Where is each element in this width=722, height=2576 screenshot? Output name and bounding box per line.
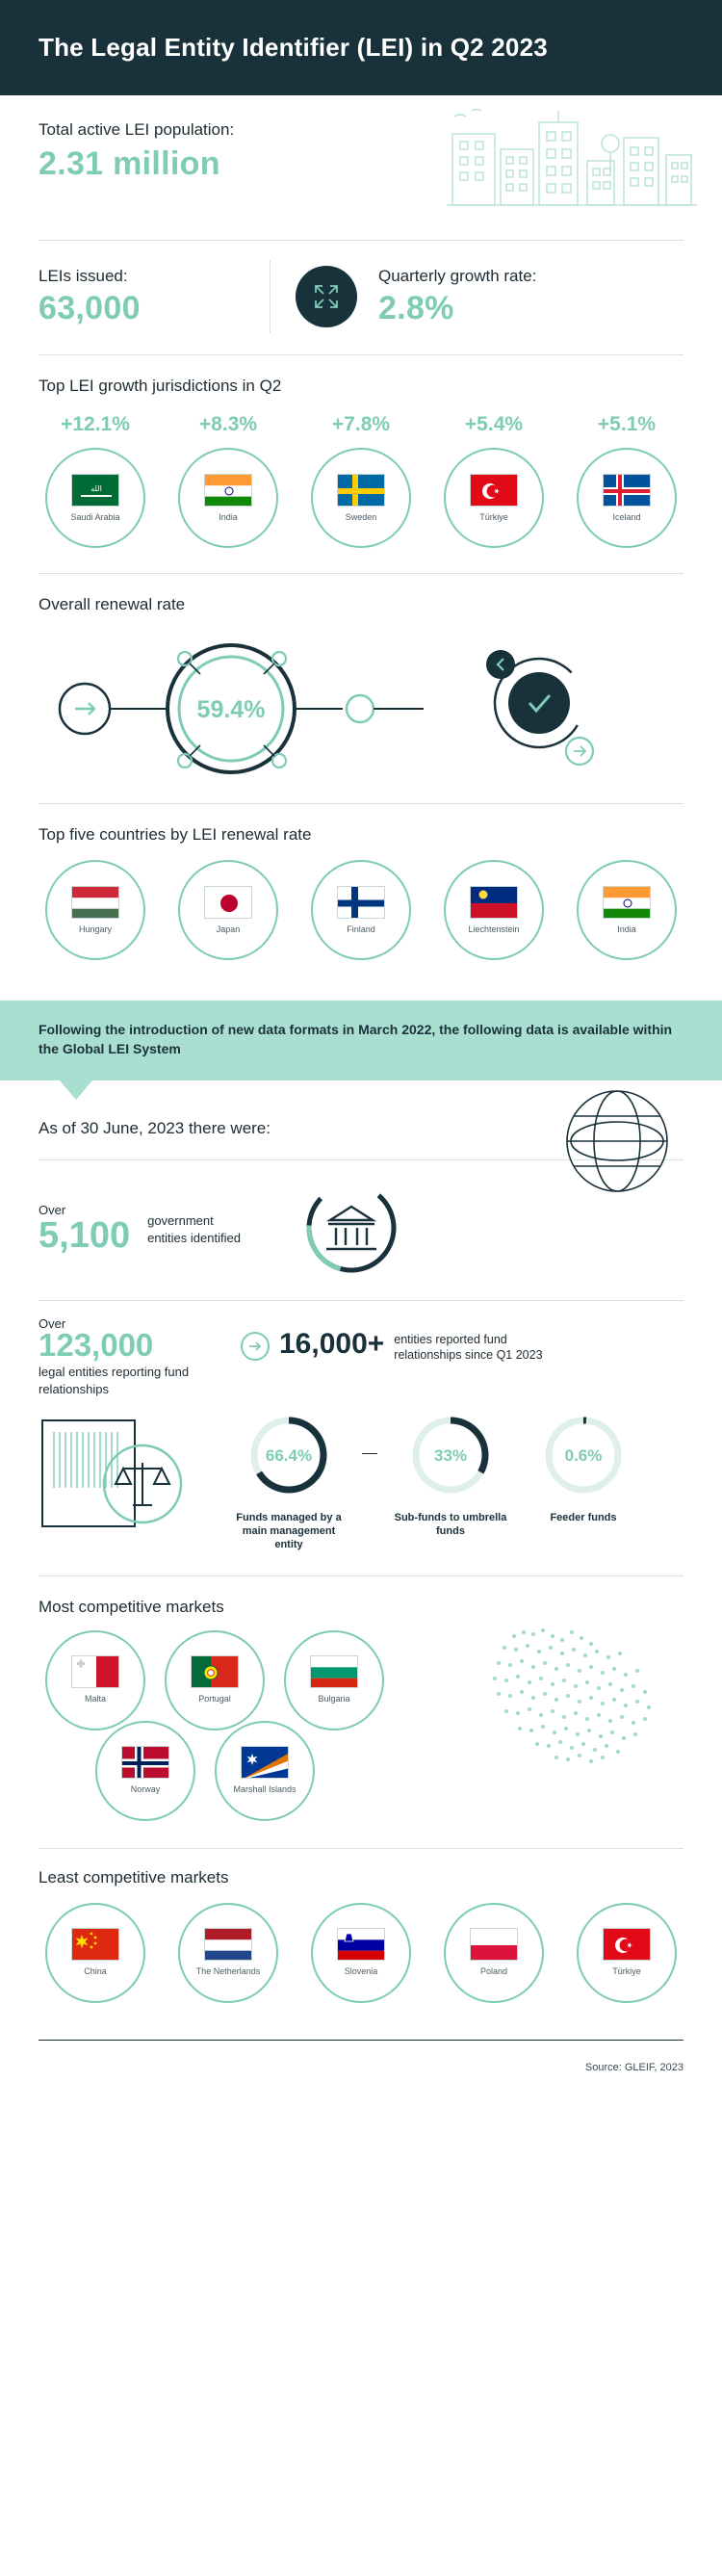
country-name: Norway — [130, 1784, 161, 1795]
fund-reported-value: 16,000+ — [279, 1327, 385, 1360]
total-population-value: 2.31 million — [39, 145, 220, 182]
country-name: Japan — [216, 924, 241, 934]
source-divider — [39, 2040, 683, 2041]
leis-issued-section — [0, 241, 722, 354]
government-entities-value: 5,100 — [39, 1215, 131, 1257]
country-name: India — [219, 511, 238, 522]
growth-jurisdictions-section — [0, 355, 722, 573]
list-item — [208, 1721, 322, 1821]
renewal-title: Overall renewal rate — [39, 595, 186, 613]
list-item — [171, 860, 285, 960]
list-item — [89, 1721, 202, 1821]
renewal-rate-section — [0, 574, 722, 803]
page-title: The Legal Entity Identifier (LEI) in Q2 2023 — [39, 33, 548, 62]
top-five-list — [39, 860, 683, 960]
list-item — [570, 1903, 683, 2003]
flag-norway — [121, 1746, 169, 1779]
asof-title: As of 30 June, 2023 there were: — [39, 1118, 271, 1137]
growth-section-title: Top LEI growth jurisdictions in Q2 — [39, 377, 282, 395]
over-label: Over — [39, 1203, 66, 1218]
globe-icon — [554, 1084, 680, 1203]
renewal-illustration — [39, 620, 683, 794]
list-item — [39, 1903, 152, 2003]
flag-marshall-islands — [241, 1746, 289, 1779]
least-competitive-section — [0, 1849, 722, 2013]
list-item — [570, 860, 683, 960]
country-badge — [95, 1721, 195, 1821]
list-item — [304, 860, 418, 960]
country-name: Bulgaria — [318, 1694, 350, 1704]
bank-building-icon — [297, 1178, 405, 1283]
country-badge — [311, 1903, 411, 2003]
fund-relationships-section — [0, 1301, 722, 1562]
flag-saudi-arabia — [71, 474, 119, 507]
donut-item — [229, 1411, 348, 1551]
list-item — [158, 1630, 271, 1730]
donut-caption: Funds managed by a main management entity — [236, 1512, 342, 1550]
country-name: Sweden — [345, 511, 377, 522]
flag-portugal — [191, 1655, 239, 1688]
country-name: Finland — [347, 924, 375, 934]
flag-china — [71, 1928, 119, 1961]
donut-item — [391, 1411, 510, 1539]
country-name: Liechtenstein — [468, 924, 520, 934]
country-badge — [178, 448, 278, 548]
svg-text:33%: 33% — [433, 1446, 468, 1466]
donut-item — [524, 1411, 643, 1525]
donut-connector — [362, 1411, 377, 1454]
flag-finland — [337, 886, 385, 919]
flag-slovenia — [337, 1928, 385, 1961]
svg-text:0.6%: 0.6% — [564, 1446, 603, 1466]
country-badge — [178, 860, 278, 960]
top-five-title: Top five countries by LEI renewal rate — [39, 825, 312, 844]
country-name: Slovenia — [344, 1966, 378, 1977]
country-badge — [444, 1903, 544, 2003]
renewal-value-text: 59.4% — [196, 696, 266, 723]
country-name: Türkiye — [479, 511, 508, 522]
country-badge — [45, 860, 145, 960]
country-badge — [311, 448, 411, 548]
country-name: The Netherlands — [195, 1966, 261, 1977]
over-label: Over — [39, 1315, 66, 1331]
country-name: India — [617, 924, 636, 934]
list-item — [437, 1903, 551, 2003]
country-name: Iceland — [612, 511, 641, 522]
country-badge — [311, 860, 411, 960]
donut-caption: Sub-funds to umbrella funds — [394, 1512, 507, 1538]
flag-india — [204, 474, 252, 507]
most-competitive-row-1 — [39, 1630, 683, 1730]
fund-entities-value: 123,000 — [39, 1326, 154, 1363]
svg-text:الله: الله — [90, 483, 102, 493]
country-name: Poland — [479, 1966, 508, 1977]
country-name: Portugal — [198, 1694, 231, 1704]
country-badge — [45, 448, 145, 548]
country-badge — [577, 448, 677, 548]
least-competitive-title: Least competitive markets — [39, 1867, 229, 1886]
growth-percent: +7.8% — [331, 413, 391, 435]
total-population-label: Total active LEI population: — [39, 120, 235, 139]
country-name: Saudi Arabia — [70, 511, 120, 522]
list-item — [570, 413, 683, 548]
flag-japan — [204, 886, 252, 919]
vertical-divider — [270, 260, 271, 333]
country-badge — [284, 1630, 384, 1730]
list-item — [304, 1903, 418, 2003]
flag-poland — [470, 1928, 518, 1961]
expand-arrows-icon — [296, 266, 357, 327]
growth-rate-label: Quarterly growth rate: — [378, 266, 537, 285]
flag-malta — [71, 1655, 119, 1688]
leis-issued-label: LEIs issued: — [39, 266, 128, 285]
growth-list — [39, 413, 683, 548]
most-competitive-title: Most competitive markets — [39, 1597, 224, 1616]
growth-percent: +8.3% — [198, 413, 258, 435]
flag-bulgaria — [310, 1655, 358, 1688]
most-competitive-row-2 — [89, 1721, 683, 1821]
country-badge — [215, 1721, 315, 1821]
list-item — [171, 413, 285, 548]
flag-hungary — [71, 886, 119, 919]
country-badge — [45, 1630, 145, 1730]
growth-percent: +5.4% — [464, 413, 524, 435]
list-item — [171, 1903, 285, 2003]
banner-text: Following the introduction of new data formats in March 2022, the following data is available within the Global LEI System — [39, 1022, 673, 1057]
flag-liechtenstein — [470, 886, 518, 919]
asof-section — [0, 1080, 722, 1138]
flag-turkiye — [470, 474, 518, 507]
country-name: Marshall Islands — [233, 1784, 297, 1795]
info-banner — [0, 1001, 722, 1080]
list-item — [39, 860, 152, 960]
growth-percent: +5.1% — [597, 413, 657, 435]
list-item — [39, 413, 152, 548]
government-entities-text: government entities identified — [147, 1212, 241, 1246]
country-badge — [178, 1903, 278, 2003]
flag-sweden — [337, 474, 385, 507]
list-item — [277, 1630, 391, 1730]
list-item — [437, 860, 551, 960]
total-population-section — [0, 95, 722, 240]
flag-india — [603, 886, 651, 919]
country-badge — [444, 860, 544, 960]
arrow-right-icon — [241, 1332, 270, 1361]
country-badge — [45, 1903, 145, 2003]
country-badge — [444, 448, 544, 548]
least-competitive-list — [39, 1903, 683, 2003]
growth-rate-value: 2.8% — [378, 289, 454, 326]
country-badge — [165, 1630, 265, 1730]
country-name: Hungary — [78, 924, 113, 934]
header — [0, 0, 722, 95]
flag-iceland — [603, 474, 651, 507]
country-name: Türkiye — [612, 1966, 641, 1977]
top-five-renewal-section — [0, 804, 722, 985]
growth-percent: +12.1% — [61, 413, 130, 435]
leis-issued-value: 63,000 — [39, 289, 141, 326]
svg-text:66.4%: 66.4% — [265, 1446, 313, 1466]
fund-reported-text: entities reported fund relationships since Q1 2023 — [394, 1332, 543, 1363]
fund-entities-text: legal entities reporting fund relationships — [39, 1365, 190, 1396]
legal-scales-illustration — [39, 1411, 212, 1541]
most-competitive-section — [0, 1576, 722, 1827]
country-badge — [577, 860, 677, 960]
country-name: Malta — [84, 1694, 106, 1704]
country-name: China — [84, 1966, 107, 1977]
source-text: Source: GLEIF, 2023 — [584, 2061, 683, 2073]
donut-caption: Feeder funds — [550, 1512, 617, 1524]
country-badge — [577, 1903, 677, 2003]
list-item — [437, 413, 551, 548]
list-item — [39, 1630, 152, 1730]
fund-donut-charts — [229, 1411, 643, 1551]
flag-turkiye — [603, 1928, 651, 1961]
flag-netherlands — [204, 1928, 252, 1961]
list-item — [304, 413, 418, 548]
